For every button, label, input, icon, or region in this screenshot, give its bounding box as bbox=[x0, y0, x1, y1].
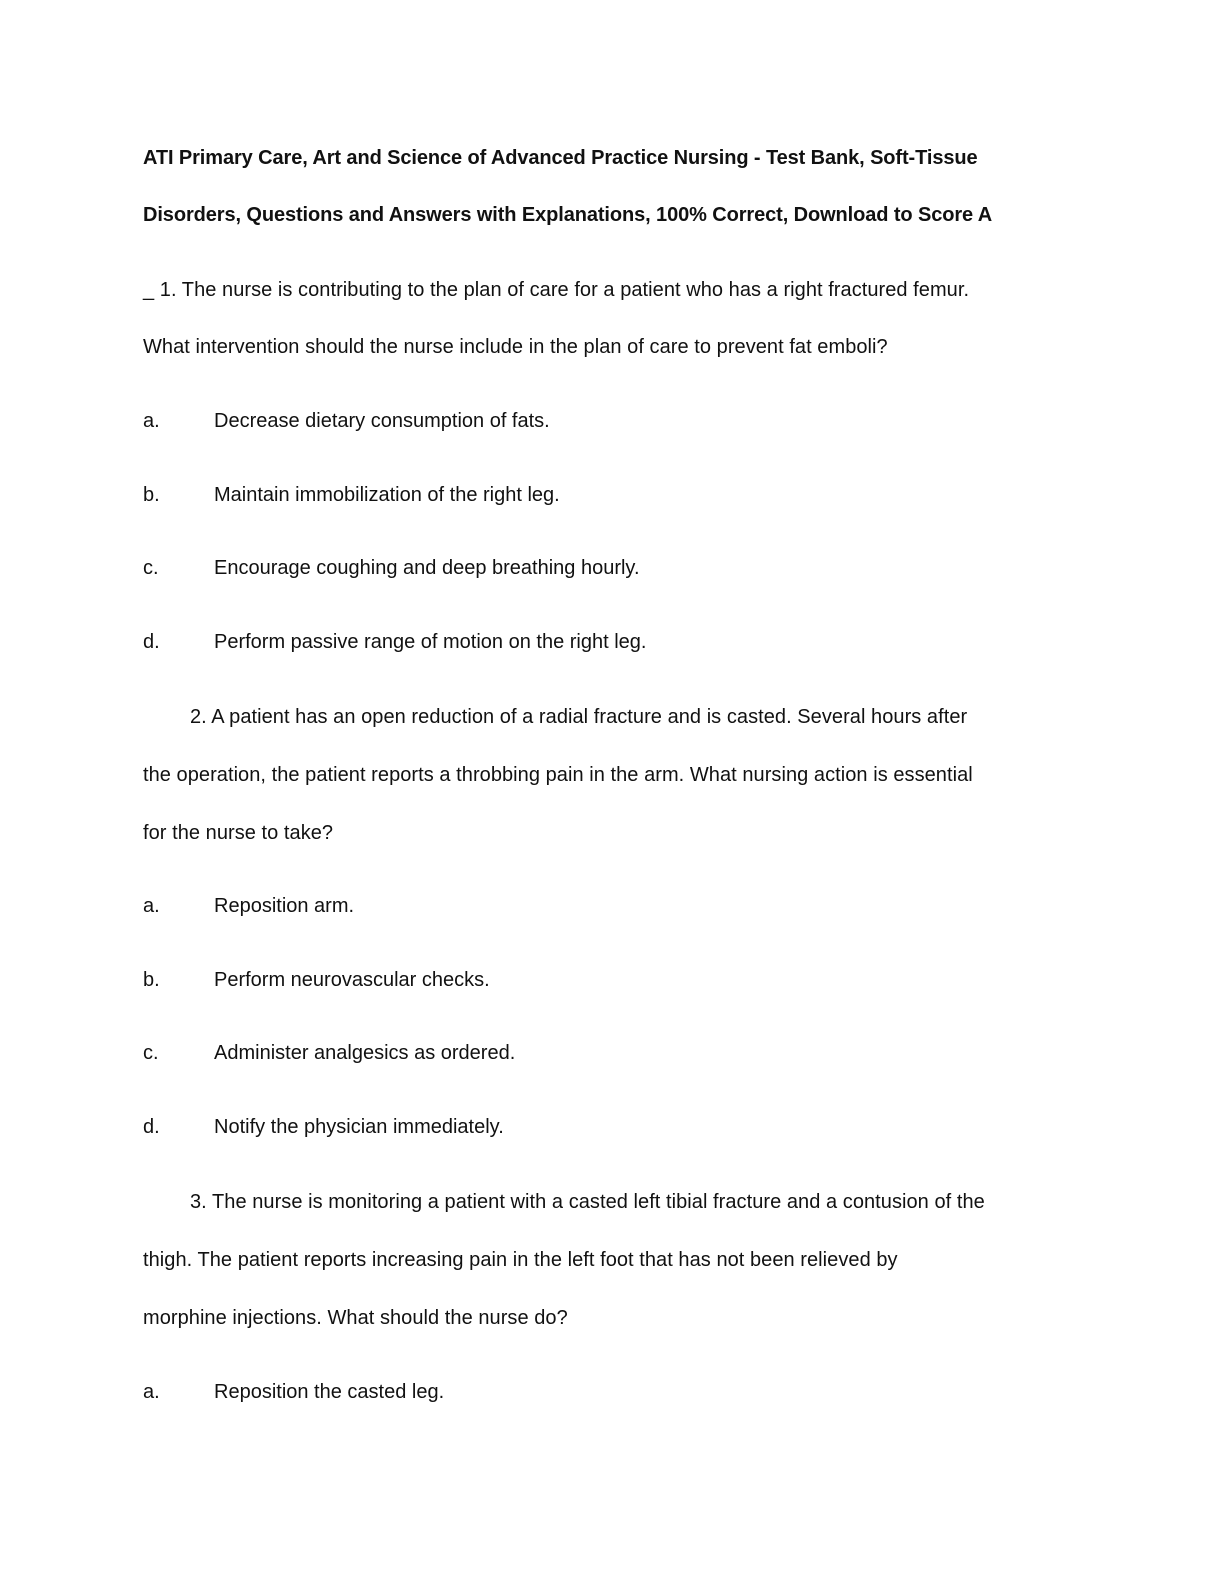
question-2-option-a-letter: a. bbox=[143, 895, 160, 917]
document-title-line-1: ATI Primary Care, Art and Science of Advanced Practice Nursing - Test Bank, Soft-Tissue bbox=[143, 147, 978, 169]
question-3-line-2: thigh. The patient reports increasing pain in the left foot that has not been relieved by bbox=[143, 1249, 898, 1271]
question-1-line-2: What intervention should the nurse include in the plan of care to prevent fat emboli? bbox=[143, 336, 888, 358]
question-2-line-3: for the nurse to take? bbox=[143, 822, 334, 844]
document-title-line-2: Disorders, Questions and Answers with Explanations, 100% Correct, Download to Score A bbox=[143, 204, 993, 226]
question-2-option-c-letter: c. bbox=[143, 1042, 159, 1064]
question-1-option-d-letter: d. bbox=[143, 631, 160, 653]
question-1-option-d-text: Perform passive range of motion on the right leg. bbox=[214, 631, 647, 653]
question-3-option-a-letter: a. bbox=[143, 1381, 160, 1403]
question-2-line-1: 2. A patient has an open reduction of a radial fracture and is casted. Several hours after bbox=[190, 706, 968, 728]
question-1-line-1: _ 1. The nurse is contributing to the plan of care for a patient who has a right fractured femur. bbox=[143, 279, 970, 301]
question-2-option-b-letter: b. bbox=[143, 969, 160, 991]
question-1-option-a-letter: a. bbox=[143, 410, 160, 432]
question-2-option-d-letter: d. bbox=[143, 1116, 160, 1138]
question-2-option-d-text: Notify the physician immediately. bbox=[214, 1116, 504, 1138]
question-2-line-2: the operation, the patient reports a throbbing pain in the arm. What nursing action is essential bbox=[143, 764, 973, 786]
question-2-option-b-text: Perform neurovascular checks. bbox=[214, 969, 490, 991]
question-1-option-c-letter: c. bbox=[143, 557, 159, 579]
question-2-option-a-text: Reposition arm. bbox=[214, 895, 355, 917]
question-1-option-b-letter: b. bbox=[143, 484, 160, 506]
question-1-option-a-text: Decrease dietary consumption of fats. bbox=[214, 410, 550, 432]
question-3-option-a-text: Reposition the casted leg. bbox=[214, 1381, 445, 1403]
question-3-line-1: 3. The nurse is monitoring a patient with a casted left tibial fracture and a contusion of the bbox=[190, 1191, 985, 1213]
question-3-line-3: morphine injections. What should the nurse do? bbox=[143, 1307, 568, 1329]
question-1-option-b-text: Maintain immobilization of the right leg. bbox=[214, 484, 560, 506]
question-2-option-c-text: Administer analgesics as ordered. bbox=[214, 1042, 516, 1064]
question-1-option-c-text: Encourage coughing and deep breathing hourly. bbox=[214, 557, 640, 579]
